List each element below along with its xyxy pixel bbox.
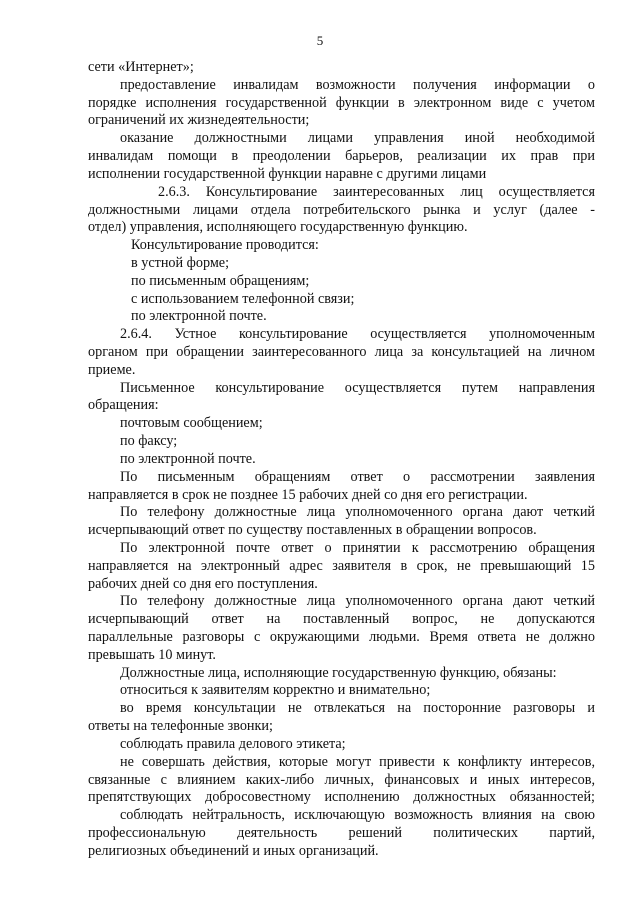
text-line: По электронной почте ответ о принятии к рассмотрению обращения [120,539,595,556]
text-line: параллельные разговоры с окружающими людьми. Время ответа не должно [88,629,595,645]
text-line: ответы на телефонные звонки; [88,718,273,735]
text-line: с использованием телефонной связи; [131,290,355,307]
text-line: 2.6.3. Консультирование заинтересованных лиц осуществляется [158,183,595,200]
text-line: должностными лицами отдела потребительского рынка и услуг (далее - [88,201,595,218]
text-line: по письменным обращениям; [131,272,310,289]
text-line: не совершать действия, которые могут привести к конфликту интересов, [120,753,595,770]
text-line: почтовым сообщением; [120,415,263,432]
text-line: обращения: [88,397,159,414]
text-line: профессиональную деятельность решений политических партий, [88,824,595,841]
text-line: По телефону должностные лица уполномоченного органа дают четкий [120,593,595,610]
text-line: порядке исполнения государственной функции в электронном виде с учетом [88,94,595,111]
text-line: предоставление инвалидам возможности получения информации о [120,76,595,93]
text-line: органом при обращении заинтересованного лица за консультацией на личном [88,344,595,360]
text-line: направляется на электронный адрес заявителя в срок, не превышающий 15 [88,557,595,574]
text-line: приеме. [88,361,136,378]
text-line: соблюдать правила делового этикета; [120,735,346,752]
text-line: сети «Интернет»; [88,59,194,75]
text-line: Письменное консультирование осуществляется путем направления [120,379,595,396]
text-line: по электронной почте. [120,450,256,467]
text-line: По письменным обращениям ответ о рассмотрении заявления [120,468,595,485]
page-number: 5 [316,33,324,48]
text-line: 2.6.4. Устное консультирование осуществляется уполномоченным [120,326,595,343]
text-line: связанные с влиянием каких-либо личных, финансовых и иных интересов, [88,771,595,788]
text-line: по факсу; [120,433,178,450]
text-line: по электронной почте. [131,308,267,325]
text-line: в устной форме; [131,254,230,271]
text-line: религиозных объединений и иных организаций. [88,842,379,859]
text-line: рабочих дней со дня его поступления. [88,575,318,592]
text-line: исчерпывающий ответ на поставленный вопрос, не допускаются [88,611,595,628]
text-line: соблюдать нейтральность, исключающую возможность влияния на свою [120,807,595,824]
text-line: оказание должностными лицами управления иной необходимой [120,130,595,147]
text-line: инвалидам помощи в преодолении барьеров, реализации их прав при [88,148,595,165]
text-line: направляется в срок не позднее 15 рабочих дней со дня его регистрации. [88,486,528,503]
text-line: исчерпывающий ответ по существу поставленных в обращении вопросов. [88,522,537,539]
text-line: По телефону должностные лица уполномоченного органа дают четкий [120,504,595,521]
text-line: отдел) управления, исполняющего государственную функцию. [88,219,468,236]
text-line: во время консультации не отвлекаться на посторонние разговоры и [120,700,595,717]
text-line: Должностные лица, исполняющие государственную функцию, обязаны: [120,664,557,681]
document-body [88,59,595,861]
text-line: относиться к заявителям корректно и внимательно; [120,682,431,699]
text-line: ограничений их жизнедеятельности; [88,112,310,129]
text-line: исполнении государственной функции наравне с другими лицами [88,165,487,182]
text-line: превышать 10 минут. [88,646,216,663]
text-line: препятствующих добросовестному исполнению должностных обязанностей; [88,789,595,806]
text-line: Консультирование проводится: [131,237,319,254]
